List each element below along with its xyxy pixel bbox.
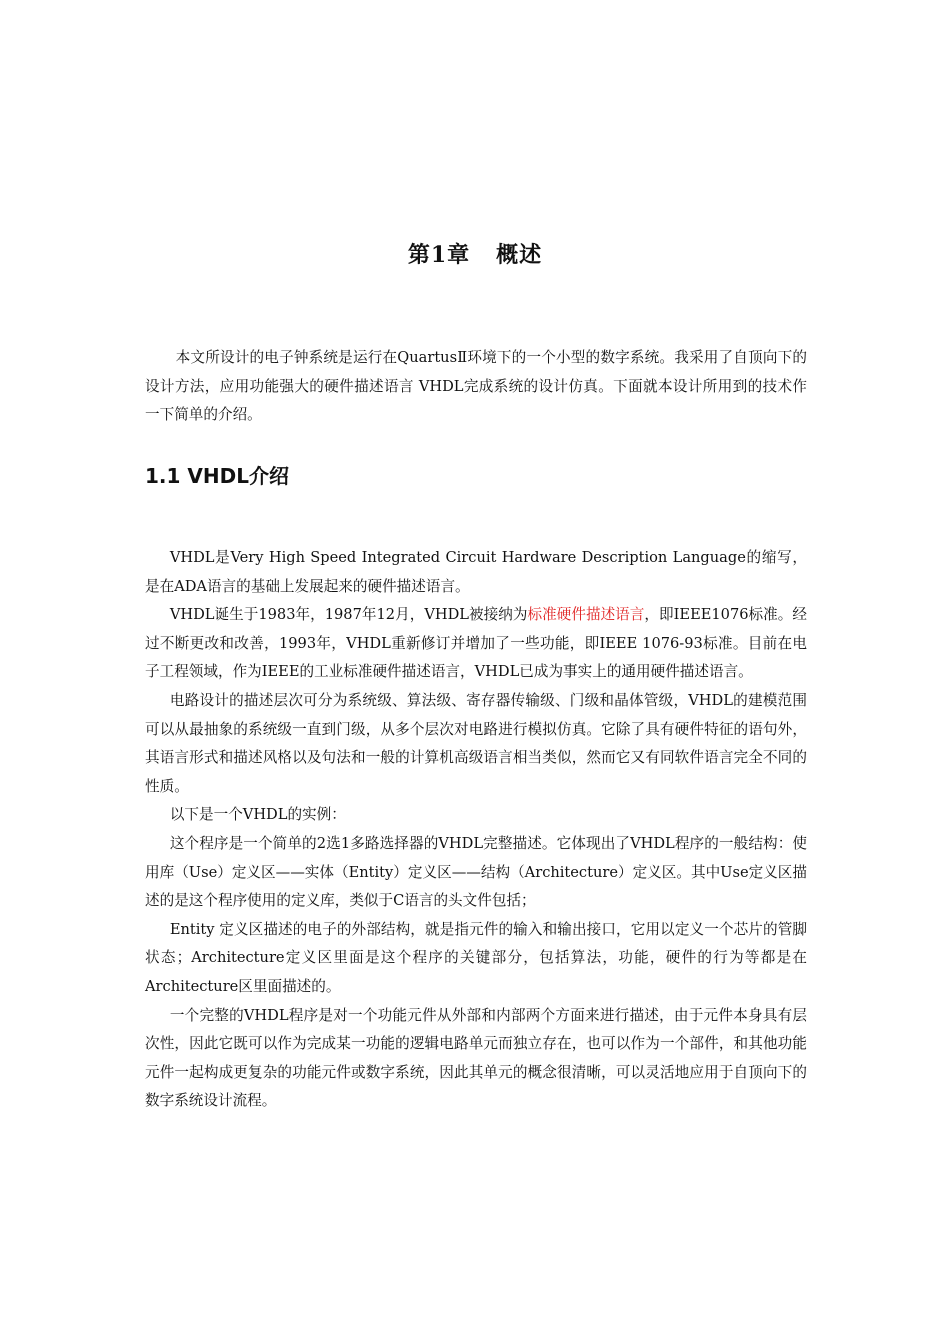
paragraph-complete-program: 一个完整的VHDL程序是对一个功能元件从外部和内部两个方面来进行描述，由于元件本身具有层次性，因此它既可以作为完成某一功能的逻辑电路单元而独立存在，也可以作为一个部件，和其他功能元件一起构成更复杂的功能元件或数字系统，因此其单元的概念很清晰，可以灵活地应用于自顶向下的数字系统设计流程。 xyxy=(145,1006,807,1110)
intro-section xyxy=(145,344,807,430)
paragraph-example-intro: 以下是一个VHDL的实例： xyxy=(169,806,346,824)
paragraph-vhdl-history xyxy=(145,601,807,687)
paragraph-vhdl-definition: VHDL是Very High Speed Integrated Circuit Hardware Description Language的缩写，是在ADA语言的基础上发展起来的硬件描述语言。 xyxy=(145,549,807,595)
section-heading: 1.1 VHDL介绍 xyxy=(145,464,289,488)
history-text-after: ，即IEEE1076标准。经过不断更改和改善，1993年，VHDL重新修订并增加了一些功能，即IEEE 1076-93标准。目前在电子工程领域，作为IEEE的工业标准硬件描述语言，VHDL已成为事实上的通用硬件描述语言。 xyxy=(145,606,807,681)
chapter-number: 第1章 xyxy=(407,242,471,268)
chapter-name: 概述 xyxy=(496,242,543,268)
chapter-title xyxy=(0,238,950,269)
standard-hdl-link[interactable]: 标准硬件描述语言 xyxy=(527,606,645,624)
section-body xyxy=(145,544,807,1116)
paragraph-entity-architecture: Entity 定义区描述的电子的外部结构，就是指元件的输入和输出接口，它用以定义一个芯片的管脚状态；Architecture定义区里面是这个程序的关键部分，包括算法，功能，硬件的行为等都是在Architecture区里面描述的。 xyxy=(145,920,807,995)
paragraph-program-structure: 这个程序是一个简单的2选1多路选择器的VHDL完整描述。它体现出了VHDL程序的一般结构：使用库（Use）定义区——实体（Entity）定义区——结构（Architecture）定义区。其中Use定义区描述的是这个程序使用的定义库，类似于C语言的头文件包括； xyxy=(145,834,807,910)
intro-paragraph: 本文所设计的电子钟系统是运行在QuartusⅡ环境下的一个小型的数字系统。我采用了自顶向下的设计方法，应用功能强大的硬件描述语言 VHDL完成系统的设计仿真。下面就本设计所用到的技术作一下简单的介绍。 xyxy=(145,349,807,424)
history-text-before: VHDL诞生于1983年，1987年12月，VHDL被接纳为 xyxy=(169,606,528,624)
paragraph-description-levels: 电路设计的描述层次可分为系统级、算法级、寄存器传输级、门级和晶体管级，VHDL的建模范围可以从最抽象的系统级一直到门级，从多个层次对电路进行模拟仿真。它除了具有硬件特征的语句外，其语言形式和描述风格以及句法和一般的计算机高级语言相当类似，然而它又有同软件语言完全不同的性质。 xyxy=(145,691,807,795)
